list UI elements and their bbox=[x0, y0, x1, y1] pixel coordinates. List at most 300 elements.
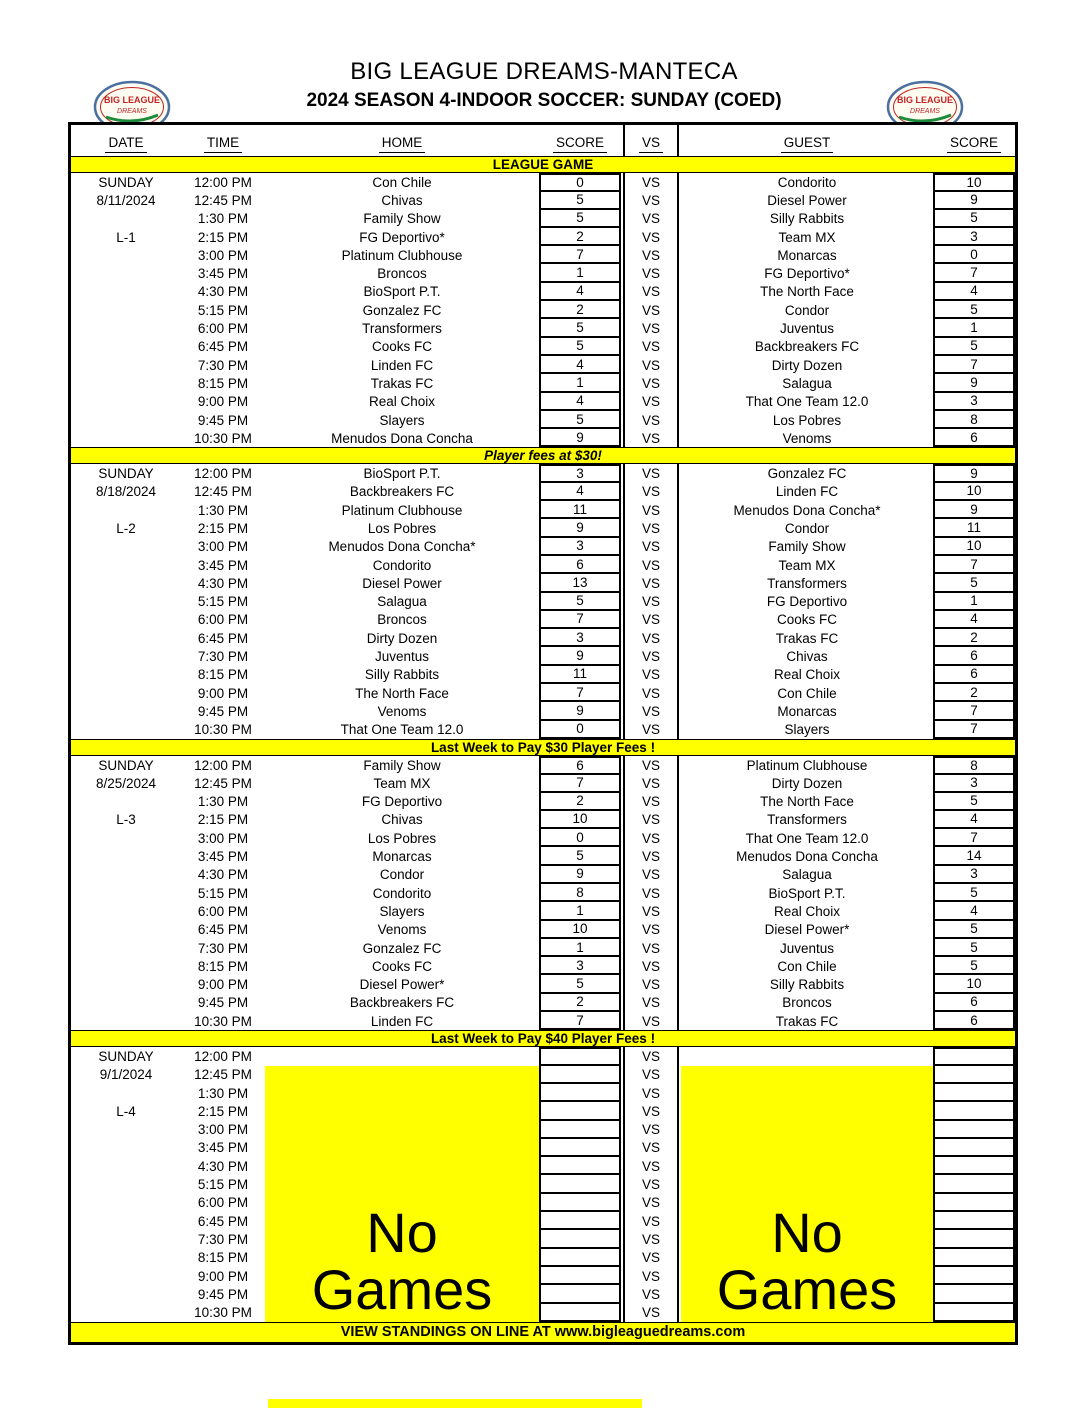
home-score-cell: 3 bbox=[539, 464, 621, 483]
home-team-cell: Los Pobres bbox=[367, 520, 437, 536]
home-score-cell: 5 bbox=[539, 975, 621, 993]
guest-score-cell: 7 bbox=[933, 721, 1015, 739]
guest-team-cell: Team MX bbox=[778, 229, 836, 245]
vs-cell: VS bbox=[623, 702, 679, 720]
guest-team-cell: Diesel Power* bbox=[764, 922, 850, 938]
game-row bbox=[71, 374, 1015, 392]
guest-team-cell: Juventus bbox=[779, 321, 835, 337]
guest-team-cell: Salagua bbox=[782, 867, 832, 883]
time-cell: 4:30 PM bbox=[197, 284, 249, 300]
home-score-cell: 9 bbox=[539, 866, 621, 884]
guest-team-cell: Silly Rabbits bbox=[769, 211, 845, 227]
vs-cell: VS bbox=[623, 1121, 679, 1139]
date-cell bbox=[71, 847, 181, 865]
game-row bbox=[71, 538, 1015, 556]
time-cell: 9:45 PM bbox=[197, 703, 249, 719]
vs-cell: VS bbox=[623, 1066, 679, 1084]
game-row bbox=[71, 774, 1015, 792]
guest-score-cell: 9 bbox=[933, 501, 1015, 519]
date-cell bbox=[71, 1230, 181, 1248]
time-cell: 3:45 PM bbox=[197, 849, 249, 865]
guest-team-cell: That One Team 12.0 bbox=[745, 830, 869, 846]
game-row bbox=[71, 501, 1015, 519]
vs-cell: VS bbox=[623, 939, 679, 957]
home-score-cell: 7 bbox=[539, 611, 621, 629]
vs-cell: VS bbox=[623, 866, 679, 884]
guest-score-cell: 0 bbox=[933, 246, 1015, 264]
vs-cell: VS bbox=[623, 1249, 679, 1267]
vs-cell: VS bbox=[623, 210, 679, 228]
time-cell: 3:45 PM bbox=[197, 1140, 249, 1156]
date-cell bbox=[71, 1285, 181, 1303]
date-cell: 9/1/2024 bbox=[99, 1067, 153, 1083]
home-score-cell: 11 bbox=[539, 666, 621, 684]
time-cell: 7:30 PM bbox=[197, 649, 249, 665]
vs-cell: VS bbox=[623, 829, 679, 847]
no-games-text: No bbox=[771, 1200, 843, 1264]
date-cell bbox=[71, 1304, 181, 1322]
date-cell bbox=[71, 356, 181, 374]
time-cell: 3:00 PM bbox=[197, 830, 249, 846]
date-cell bbox=[71, 939, 181, 957]
time-cell: 2:15 PM bbox=[197, 1103, 249, 1119]
guest-team-cell: Dirty Dozen bbox=[771, 357, 843, 373]
date-cell bbox=[71, 374, 181, 392]
guest-score-cell: 9 bbox=[933, 191, 1015, 209]
time-cell: 8:15 PM bbox=[197, 375, 249, 391]
guest-score-cell: 11 bbox=[933, 519, 1015, 537]
guest-score-cell: 10 bbox=[933, 975, 1015, 993]
home-score-cell: 9 bbox=[539, 702, 621, 720]
league-code-cell: L-2 bbox=[116, 520, 136, 536]
guest-score-cell bbox=[933, 1194, 1015, 1212]
vs-cell: VS bbox=[623, 994, 679, 1012]
guest-team-cell: Trakas FC bbox=[775, 630, 839, 646]
vs-cell: VS bbox=[623, 429, 679, 447]
date-cell bbox=[71, 338, 181, 356]
time-cell: 12:00 PM bbox=[194, 466, 252, 482]
guest-score-cell bbox=[933, 1157, 1015, 1175]
time-cell: 7:30 PM bbox=[197, 940, 249, 956]
game-row bbox=[71, 702, 1015, 720]
time-cell: 1:30 PM bbox=[197, 1085, 249, 1101]
time-cell: 3:45 PM bbox=[197, 557, 249, 573]
col-header-date: DATE bbox=[71, 125, 181, 156]
home-score-cell: 8 bbox=[539, 884, 621, 902]
home-team-cell: BioSport P.T. bbox=[363, 284, 441, 300]
date-cell bbox=[71, 611, 181, 629]
col-header-home: HOME bbox=[265, 125, 539, 156]
game-row bbox=[71, 793, 1015, 811]
time-cell: 1:30 PM bbox=[197, 794, 249, 810]
game-row bbox=[71, 393, 1015, 411]
date-cell bbox=[71, 301, 181, 319]
home-score-cell: 9 bbox=[539, 647, 621, 665]
home-score-cell: 3 bbox=[539, 957, 621, 975]
guest-team-cell: Condor bbox=[784, 520, 830, 536]
guest-score-cell: 10 bbox=[933, 483, 1015, 501]
date-cell: 8/11/2024 bbox=[96, 192, 156, 208]
column-header-row bbox=[71, 125, 1015, 156]
week-section bbox=[71, 464, 1015, 738]
game-row bbox=[71, 666, 1015, 684]
guest-score-cell: 3 bbox=[933, 393, 1015, 411]
home-score-cell: 1 bbox=[539, 939, 621, 957]
date-cell bbox=[71, 593, 181, 611]
game-row bbox=[71, 574, 1015, 592]
date-cell bbox=[71, 1175, 181, 1193]
guest-score-cell bbox=[933, 1212, 1015, 1230]
vs-cell: VS bbox=[623, 1304, 679, 1322]
vs-cell: VS bbox=[623, 264, 679, 282]
guest-team-cell: Family Show bbox=[768, 539, 846, 555]
time-cell: 6:00 PM bbox=[197, 1195, 249, 1211]
home-team-cell: Platinum Clubhouse bbox=[341, 502, 463, 518]
guest-team-cell: Gonzalez FC bbox=[767, 466, 847, 482]
time-cell: 2:15 PM bbox=[197, 812, 249, 828]
home-team-cell: Dirty Dozen bbox=[366, 630, 438, 646]
guest-score-cell: 2 bbox=[933, 629, 1015, 647]
guest-team-cell: FG Deportivo* bbox=[764, 266, 850, 282]
day-cell: SUNDAY bbox=[98, 757, 154, 773]
home-score-cell: 7 bbox=[539, 1012, 621, 1030]
svg-text:BIG LEAGUE: BIG LEAGUE bbox=[896, 95, 954, 105]
home-score-cell: 2 bbox=[539, 793, 621, 811]
home-score-cell: 5 bbox=[539, 847, 621, 865]
home-team-cell: Los Pobres bbox=[367, 830, 437, 846]
guest-team-cell: Con Chile bbox=[777, 958, 837, 974]
guest-score-cell: 5 bbox=[933, 338, 1015, 356]
home-score-cell: 13 bbox=[539, 574, 621, 592]
date-cell bbox=[71, 429, 181, 447]
vs-cell: VS bbox=[623, 847, 679, 865]
home-score-cell: 7 bbox=[539, 774, 621, 792]
vs-cell: VS bbox=[623, 647, 679, 665]
time-cell: 5:15 PM bbox=[197, 302, 249, 318]
time-cell: 9:45 PM bbox=[197, 995, 249, 1011]
time-cell: 5:15 PM bbox=[197, 1177, 249, 1193]
time-cell: 12:00 PM bbox=[194, 757, 252, 773]
time-cell: 6:00 PM bbox=[197, 903, 249, 919]
svg-text:BIG LEAGUE: BIG LEAGUE bbox=[103, 95, 161, 105]
page-subtitle: 2024 SEASON 4-INDOOR SOCCER: SUNDAY (COED) bbox=[306, 90, 782, 111]
time-cell: 2:15 PM bbox=[197, 520, 249, 536]
game-row bbox=[71, 356, 1015, 374]
home-team-cell: Backbreakers FC bbox=[349, 484, 455, 500]
guest-score-cell: 3 bbox=[933, 774, 1015, 792]
time-cell: 3:45 PM bbox=[197, 266, 249, 282]
date-cell bbox=[71, 647, 181, 665]
home-score-cell: 4 bbox=[539, 393, 621, 411]
guest-score-cell: 1 bbox=[933, 319, 1015, 337]
date-cell bbox=[71, 666, 181, 684]
guest-score-cell: 5 bbox=[933, 574, 1015, 592]
time-cell: 6:00 PM bbox=[197, 321, 249, 337]
vs-cell: VS bbox=[623, 1157, 679, 1175]
game-row bbox=[71, 338, 1015, 356]
home-score-cell bbox=[539, 1047, 621, 1065]
vs-cell: VS bbox=[623, 574, 679, 592]
home-score-cell: 2 bbox=[539, 301, 621, 319]
col-header-time: TIME bbox=[181, 125, 265, 156]
home-score-cell bbox=[539, 1175, 621, 1193]
home-team-cell: Backbreakers FC bbox=[349, 995, 455, 1011]
section-banner: LEAGUE GAME bbox=[71, 156, 1015, 173]
home-team-cell: Condor bbox=[379, 867, 425, 883]
date-cell bbox=[71, 246, 181, 264]
time-cell: 6:00 PM bbox=[197, 612, 249, 628]
home-score-cell bbox=[539, 1249, 621, 1267]
date-cell bbox=[71, 629, 181, 647]
home-score-cell bbox=[539, 1212, 621, 1230]
home-score-cell: 7 bbox=[539, 684, 621, 702]
home-score-cell bbox=[539, 1102, 621, 1120]
date-cell bbox=[71, 1212, 181, 1230]
time-cell: 4:30 PM bbox=[197, 867, 249, 883]
guest-score-cell: 4 bbox=[933, 902, 1015, 920]
time-cell: 9:00 PM bbox=[197, 1268, 249, 1284]
game-row bbox=[71, 921, 1015, 939]
date-cell bbox=[71, 1012, 181, 1030]
date-cell bbox=[71, 1084, 181, 1102]
day-cell: SUNDAY bbox=[98, 1049, 154, 1064]
time-cell: 9:00 PM bbox=[197, 394, 249, 410]
date-cell bbox=[71, 921, 181, 939]
game-row bbox=[71, 902, 1015, 920]
guest-team-cell: Trakas FC bbox=[775, 1013, 839, 1029]
week-section bbox=[71, 756, 1015, 1030]
guest-team-cell: Salagua bbox=[782, 375, 832, 391]
game-row bbox=[71, 1047, 1015, 1065]
guest-score-cell: 6 bbox=[933, 647, 1015, 665]
no-games-text: Games bbox=[716, 1257, 898, 1321]
game-row bbox=[71, 756, 1015, 774]
guest-team-cell: Con Chile bbox=[777, 685, 837, 701]
vs-cell: VS bbox=[623, 483, 679, 501]
guest-team-cell: Real Choix bbox=[773, 667, 841, 683]
vs-cell: VS bbox=[623, 356, 679, 374]
date-cell bbox=[71, 793, 181, 811]
time-cell: 1:30 PM bbox=[197, 502, 249, 518]
home-score-cell: 6 bbox=[539, 756, 621, 775]
vs-cell: VS bbox=[623, 283, 679, 301]
vs-cell: VS bbox=[623, 756, 679, 775]
date-cell bbox=[71, 1249, 181, 1267]
guest-score-cell bbox=[933, 1230, 1015, 1248]
game-row bbox=[71, 647, 1015, 665]
guest-score-cell bbox=[933, 1267, 1015, 1285]
home-score-cell: 1 bbox=[539, 374, 621, 392]
vs-cell: VS bbox=[623, 884, 679, 902]
date-cell: 8/18/2024 bbox=[95, 484, 157, 500]
guest-team-cell: Chivas bbox=[786, 649, 828, 665]
game-row bbox=[71, 593, 1015, 611]
home-team-cell: That One Team 12.0 bbox=[340, 722, 464, 738]
guest-score-cell: 10 bbox=[933, 173, 1015, 192]
time-cell: 6:45 PM bbox=[197, 922, 249, 938]
date-cell bbox=[71, 902, 181, 920]
guest-team-cell: The North Face bbox=[760, 284, 854, 300]
game-row bbox=[71, 939, 1015, 957]
next-page-banner-sliver bbox=[268, 1399, 642, 1408]
guest-team-cell: The North Face bbox=[760, 794, 854, 810]
home-team-cell: Real Choix bbox=[368, 394, 436, 410]
vs-cell: VS bbox=[623, 556, 679, 574]
time-cell: 6:45 PM bbox=[197, 630, 249, 646]
home-team-cell: Gonzalez FC bbox=[362, 302, 442, 318]
home-score-cell bbox=[539, 1230, 621, 1248]
date-cell bbox=[71, 1121, 181, 1139]
vs-cell: VS bbox=[623, 721, 679, 739]
home-team-cell: Broncos bbox=[377, 612, 427, 628]
guest-team-cell: Dirty Dozen bbox=[771, 775, 843, 791]
home-team-cell: Diesel Power bbox=[362, 575, 442, 591]
game-row bbox=[71, 884, 1015, 902]
time-cell: 5:15 PM bbox=[197, 885, 249, 901]
game-row bbox=[71, 173, 1015, 191]
svg-text:DREAMS: DREAMS bbox=[117, 108, 147, 115]
home-team-cell: Silly Rabbits bbox=[364, 667, 440, 683]
guest-score-cell: 6 bbox=[933, 429, 1015, 447]
home-team-cell: Linden FC bbox=[370, 1013, 434, 1029]
week-section bbox=[71, 173, 1015, 447]
time-cell: 7:30 PM bbox=[197, 357, 249, 373]
guest-team-cell: Monarcas bbox=[777, 247, 837, 263]
home-team-cell: Diesel Power* bbox=[359, 977, 445, 993]
guest-team-cell: FG Deportivo bbox=[766, 594, 848, 610]
time-cell: 7:30 PM bbox=[197, 1231, 249, 1247]
home-score-cell: 6 bbox=[539, 556, 621, 574]
time-cell: 12:45 PM bbox=[194, 775, 252, 791]
page-title: BIG LEAGUE DREAMS-MANTECA bbox=[350, 58, 738, 85]
svg-text:DREAMS: DREAMS bbox=[910, 108, 940, 115]
home-score-cell bbox=[539, 1304, 621, 1322]
guest-team-cell: Cooks FC bbox=[776, 612, 837, 628]
date-cell bbox=[71, 684, 181, 702]
guest-score-cell: 7 bbox=[933, 829, 1015, 847]
guest-score-cell: 9 bbox=[933, 374, 1015, 392]
home-team-cell: Cooks FC bbox=[371, 339, 432, 355]
section-banner: Player fees at $30! bbox=[71, 447, 1015, 464]
game-row bbox=[71, 629, 1015, 647]
guest-score-cell: 5 bbox=[933, 921, 1015, 939]
day-cell: SUNDAY bbox=[98, 175, 154, 190]
week-section bbox=[71, 1047, 1015, 1321]
vs-cell: VS bbox=[623, 228, 679, 246]
guest-team-cell: Backbreakers FC bbox=[754, 339, 860, 355]
time-cell: 3:00 PM bbox=[197, 1122, 249, 1138]
vs-cell: VS bbox=[623, 666, 679, 684]
date-cell bbox=[71, 1157, 181, 1175]
home-team-cell: Linden FC bbox=[370, 357, 434, 373]
game-row bbox=[71, 1012, 1015, 1030]
home-score-cell: 4 bbox=[539, 283, 621, 301]
home-score-cell bbox=[539, 1267, 621, 1285]
home-team-cell: Condorito bbox=[372, 557, 432, 573]
time-cell: 12:45 PM bbox=[194, 192, 252, 208]
game-row bbox=[71, 829, 1015, 847]
guest-score-cell: 8 bbox=[933, 756, 1015, 775]
home-team-cell: Cooks FC bbox=[371, 958, 432, 974]
home-score-cell bbox=[539, 1084, 621, 1102]
vs-cell: VS bbox=[623, 921, 679, 939]
time-cell: 9:45 PM bbox=[197, 412, 249, 428]
guest-score-cell: 5 bbox=[933, 210, 1015, 228]
game-row bbox=[71, 721, 1015, 739]
vs-cell: VS bbox=[623, 374, 679, 392]
vs-cell: VS bbox=[623, 319, 679, 337]
guest-score-cell: 6 bbox=[933, 666, 1015, 684]
date-cell bbox=[71, 264, 181, 282]
guest-score-cell bbox=[933, 1047, 1015, 1065]
guest-score-cell: 4 bbox=[933, 611, 1015, 629]
home-team-cell: Monarcas bbox=[372, 849, 432, 865]
home-score-cell bbox=[539, 1194, 621, 1212]
time-cell: 10:30 PM bbox=[194, 430, 252, 446]
home-score-cell: 3 bbox=[539, 629, 621, 647]
home-score-cell: 5 bbox=[539, 210, 621, 228]
time-cell: 10:30 PM bbox=[194, 1013, 252, 1029]
time-cell: 3:00 PM bbox=[197, 539, 249, 555]
home-score-cell bbox=[539, 1066, 621, 1084]
vs-cell: VS bbox=[623, 957, 679, 975]
home-score-cell: 11 bbox=[539, 501, 621, 519]
guest-score-cell bbox=[933, 1304, 1015, 1322]
league-code-cell: L-4 bbox=[116, 1103, 136, 1119]
home-score-cell: 5 bbox=[539, 191, 621, 209]
home-team-cell: FG Deportivo* bbox=[359, 229, 445, 245]
home-team-cell: Broncos bbox=[377, 266, 427, 282]
home-team-cell: Menudos Dona Concha bbox=[331, 430, 473, 446]
game-row bbox=[71, 866, 1015, 884]
vs-cell: VS bbox=[623, 684, 679, 702]
guest-team-cell: Menudos Dona Concha* bbox=[733, 502, 881, 518]
game-row bbox=[71, 811, 1015, 829]
vs-cell: VS bbox=[623, 902, 679, 920]
time-cell: 9:00 PM bbox=[197, 977, 249, 993]
time-cell: 12:45 PM bbox=[194, 1067, 252, 1083]
guest-score-cell: 6 bbox=[933, 994, 1015, 1012]
home-team-cell: The North Face bbox=[355, 685, 449, 701]
guest-score-cell: 5 bbox=[933, 884, 1015, 902]
guest-team-cell: Slayers bbox=[784, 722, 830, 738]
date-cell bbox=[71, 1267, 181, 1285]
home-score-cell: 9 bbox=[539, 429, 621, 447]
vs-cell: VS bbox=[623, 1102, 679, 1120]
guest-team-cell: Transformers bbox=[767, 575, 847, 591]
game-row bbox=[71, 301, 1015, 319]
vs-cell: VS bbox=[623, 1212, 679, 1230]
home-team-cell: FG Deportivo bbox=[361, 794, 443, 810]
vs-cell: VS bbox=[623, 1012, 679, 1030]
home-score-cell: 4 bbox=[539, 356, 621, 374]
time-cell: 3:00 PM bbox=[197, 247, 249, 263]
home-score-cell bbox=[539, 1139, 621, 1157]
game-row bbox=[71, 429, 1015, 447]
guest-team-cell: Platinum Clubhouse bbox=[746, 757, 868, 773]
vs-cell: VS bbox=[623, 811, 679, 829]
section-banner: Last Week to Pay $40 Player Fees ! bbox=[71, 1030, 1015, 1047]
game-row bbox=[71, 483, 1015, 501]
vs-cell: VS bbox=[623, 338, 679, 356]
game-row bbox=[71, 228, 1015, 246]
date-cell bbox=[71, 829, 181, 847]
guest-score-cell: 7 bbox=[933, 264, 1015, 282]
date-cell bbox=[71, 501, 181, 519]
vs-cell: VS bbox=[623, 246, 679, 264]
home-score-cell: 3 bbox=[539, 538, 621, 556]
schedule-table bbox=[68, 122, 1018, 1345]
